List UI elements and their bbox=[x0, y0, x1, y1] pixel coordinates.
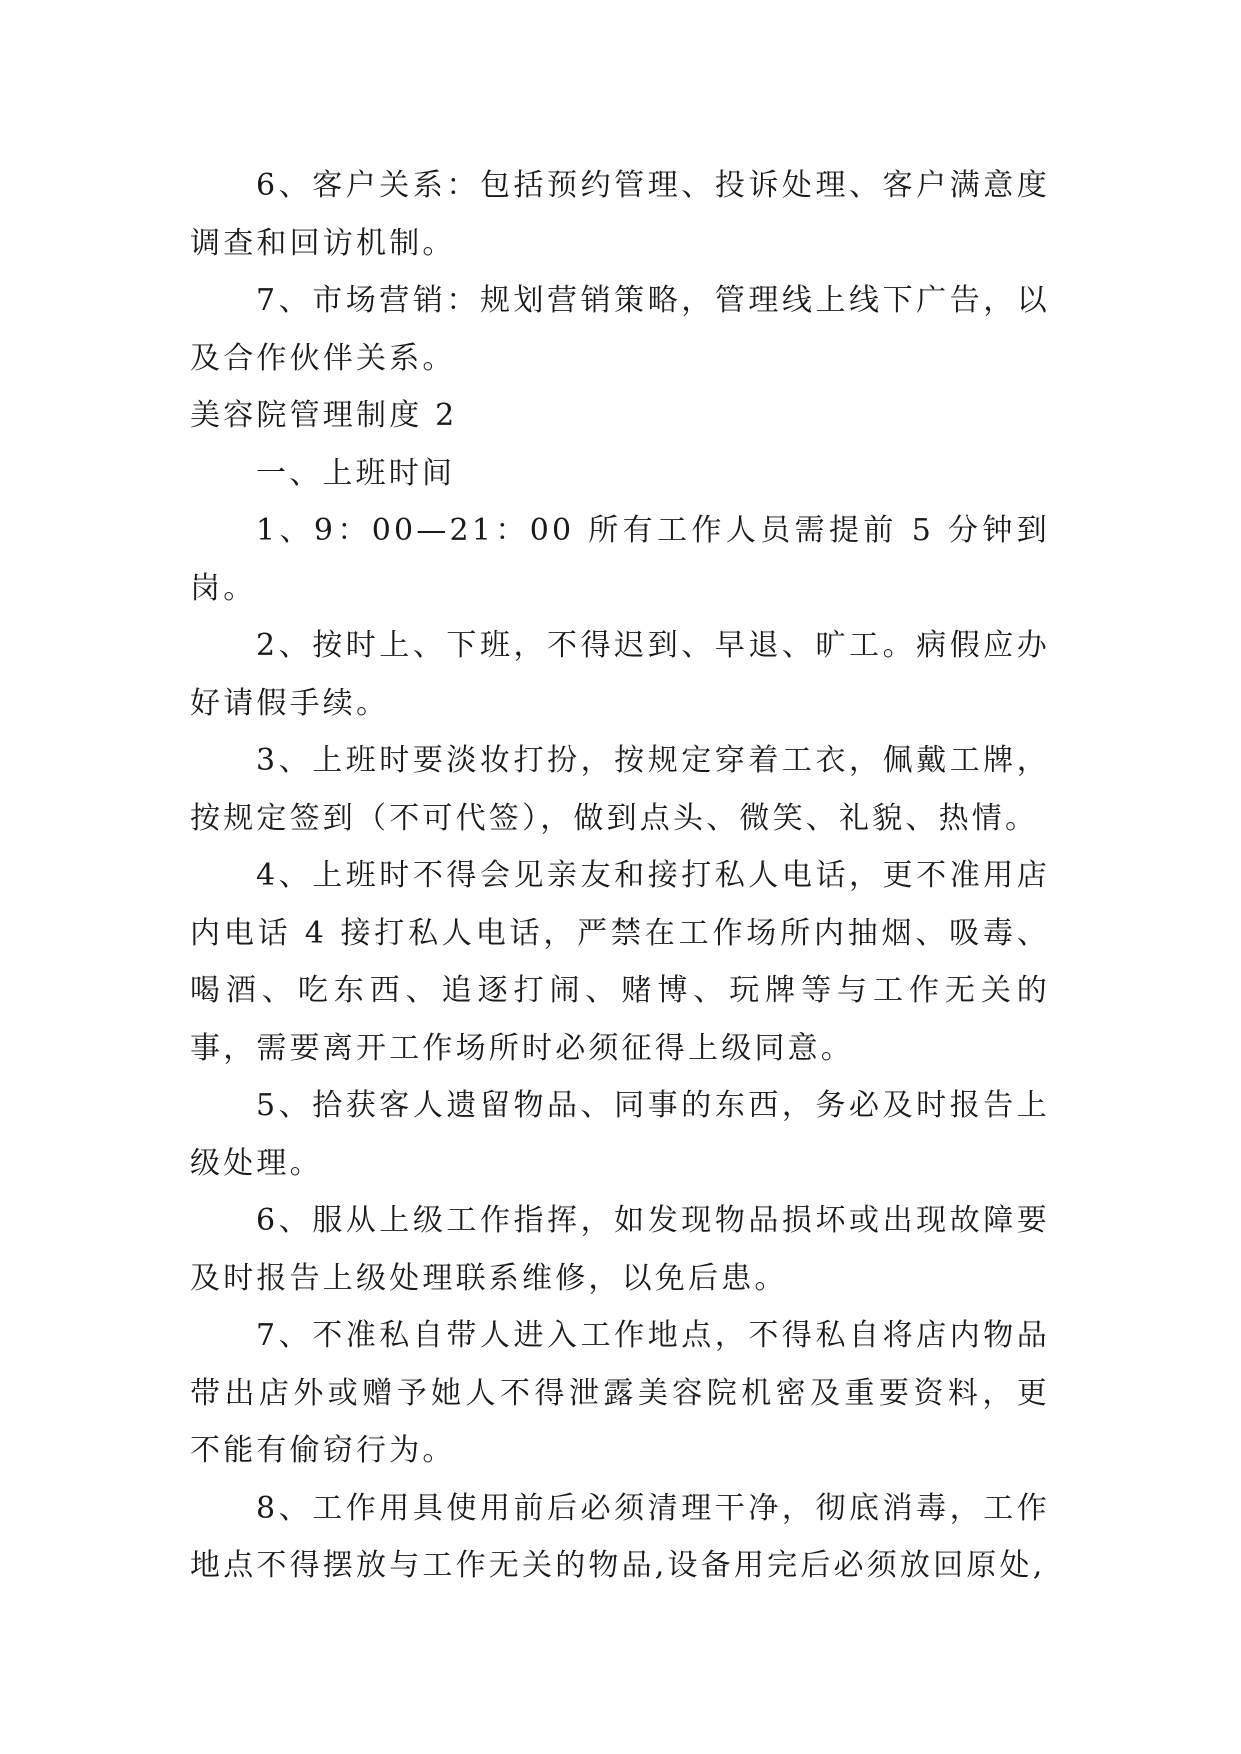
paragraph-rule-7: 7、不准私自带人进入工作地点，不得私自将店内物品带出店外或赠予她人不得泄露美容院机密及重要资料，更不能有偷窃行为。 bbox=[190, 1318, 1050, 1468]
document-page bbox=[190, 157, 1050, 1595]
paragraph-rule-1: 1、9：00—21：00 所有工作人员需提前 5 分钟到岗。 bbox=[190, 513, 1050, 606]
paragraph-rule-4: 4、上班时不得会见亲友和接打私人电话，更不准用店内电话 4 接打私人电话，严禁在工作场所内抽烟、吸毒、喝酒、吃东西、追逐打闹、赌博、玩牌等与工作无关的事，需要离开工作场所时必须征得上级同意。 bbox=[190, 858, 1050, 1066]
paragraph-rule-3: 3、上班时要淡妆打扮，按规定穿着工衣，佩戴工牌，按规定签到（不可代签），做到点头、微笑、礼貌、热情。 bbox=[190, 743, 1050, 836]
paragraph-rule-6: 6、服从上级工作指挥，如发现物品损坏或出现故障要及时报告上级处理联系维修，以免后患。 bbox=[190, 1203, 1050, 1296]
section-heading: 一、上班时间 bbox=[256, 455, 456, 491]
paragraph-marketing: 7、市场营销：规划营销策略，管理线上线下广告，以及合作伙伴关系。 bbox=[190, 283, 1050, 376]
paragraph-customer-relations: 6、客户关系：包括预约管理、投诉处理、客户满意度调查和回访机制。 bbox=[190, 168, 1050, 261]
paragraph-rule-8: 8、工作用具使用前后必须清理干净，彻底消毒，工作地点不得摆放与工作无关的物品,设备用完后必须放回原处, bbox=[190, 1490, 1050, 1583]
section-title: 美容院管理制度 2 bbox=[190, 398, 458, 433]
paragraph-rule-2: 2、按时上、下班，不得迟到、早退、旷工。病假应办好请假手续。 bbox=[190, 628, 1050, 721]
paragraph-rule-5: 5、拾获客人遗留物品、同事的东西，务必及时报告上级处理。 bbox=[190, 1088, 1050, 1181]
